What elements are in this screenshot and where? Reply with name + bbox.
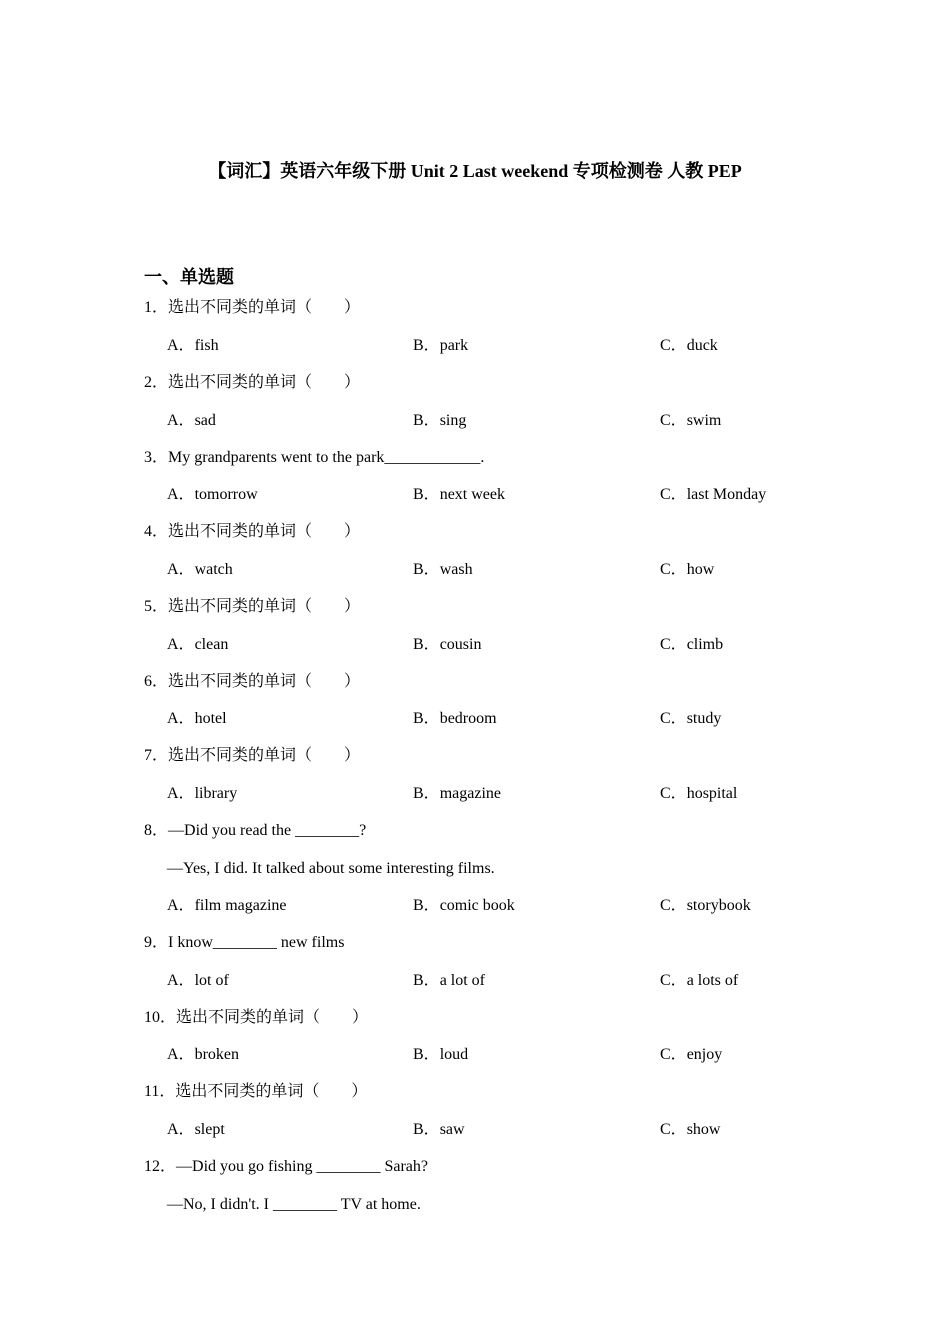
question-text: 选出不同类的单词（ ） xyxy=(168,747,361,764)
option-letter: A． xyxy=(167,972,195,989)
option-letter: C． xyxy=(660,1121,687,1138)
option-text: a lot of xyxy=(439,972,486,989)
option-text: magazine xyxy=(439,785,501,802)
option-letter: C． xyxy=(660,1046,687,1063)
option-letter: B． xyxy=(413,897,440,914)
option-letter: C． xyxy=(660,412,687,429)
option-c[interactable] xyxy=(660,334,718,358)
question-1 xyxy=(144,296,360,320)
question-text: 选出不同类的单词（ ） xyxy=(168,598,361,615)
option-letter: B． xyxy=(413,1121,440,1138)
option-b[interactable] xyxy=(413,894,515,918)
question-text: My grandparents went to the park____________. xyxy=(168,449,485,466)
option-text: saw xyxy=(439,1121,465,1138)
option-letter: C． xyxy=(660,785,687,802)
option-text: last Monday xyxy=(686,486,767,503)
option-text: show xyxy=(686,1121,721,1138)
option-text: next week xyxy=(439,486,505,503)
option-letter: C． xyxy=(660,636,687,653)
option-c[interactable] xyxy=(660,558,714,582)
option-c[interactable] xyxy=(660,894,751,918)
option-text: sad xyxy=(194,412,216,429)
document-title: 【词汇】英语六年级下册 Unit 2 Last weekend 专项检测卷 人教 PEP xyxy=(208,161,742,181)
option-letter: A． xyxy=(167,897,195,914)
option-c[interactable] xyxy=(660,1043,722,1067)
question-text: 选出不同类的单词（ ） xyxy=(176,1009,369,1026)
question-12 xyxy=(144,1155,428,1179)
question-number: 9． xyxy=(144,934,169,951)
option-text: loud xyxy=(439,1046,469,1063)
question-5 xyxy=(144,595,360,619)
option-c[interactable] xyxy=(660,409,721,433)
option-letter: C． xyxy=(660,710,687,727)
option-a[interactable] xyxy=(167,969,229,993)
option-text: film magazine xyxy=(194,897,287,914)
option-c[interactable] xyxy=(660,969,738,993)
option-letter: A． xyxy=(167,785,195,802)
option-b[interactable] xyxy=(413,969,485,993)
option-letter: B． xyxy=(413,412,440,429)
option-letter: A． xyxy=(167,337,195,354)
question-number: 7． xyxy=(144,747,169,764)
option-b[interactable] xyxy=(413,334,468,358)
option-text: comic book xyxy=(439,897,515,914)
question-4 xyxy=(144,520,360,544)
question-text: —Did you go fishing ________ Sarah? xyxy=(176,1158,428,1175)
option-text: swim xyxy=(686,412,722,429)
option-b[interactable] xyxy=(413,1043,468,1067)
option-text: study xyxy=(686,710,722,727)
option-c[interactable] xyxy=(660,633,723,657)
option-a[interactable] xyxy=(167,1118,225,1142)
question-text: I know________ new films xyxy=(168,934,345,951)
question-text: 选出不同类的单词（ ） xyxy=(175,1083,368,1100)
option-b[interactable] xyxy=(413,782,501,806)
question-8-reply: —Yes, I did. It talked about some interesting films. xyxy=(167,860,495,877)
question-text: 选出不同类的单词（ ） xyxy=(168,374,361,391)
option-letter: A． xyxy=(167,636,195,653)
question-number: 3． xyxy=(144,449,169,466)
option-letter: B． xyxy=(413,337,440,354)
question-11 xyxy=(144,1080,367,1104)
option-letter: A． xyxy=(167,710,195,727)
question-number: 2． xyxy=(144,374,169,391)
option-b[interactable] xyxy=(413,558,473,582)
option-letter: B． xyxy=(413,1046,440,1063)
option-text: wash xyxy=(439,561,473,578)
question-2 xyxy=(144,371,360,395)
option-letter: C． xyxy=(660,337,687,354)
option-letter: B． xyxy=(413,785,440,802)
option-a[interactable] xyxy=(167,409,216,433)
option-text: broken xyxy=(194,1046,239,1063)
question-12-reply: —No, I didn't. I ________ TV at home. xyxy=(167,1196,421,1213)
question-number: 12． xyxy=(144,1158,177,1175)
option-a[interactable] xyxy=(167,633,228,657)
option-text: storybook xyxy=(686,897,751,914)
question-number: 11． xyxy=(144,1083,176,1100)
option-text: climb xyxy=(686,636,724,653)
option-text: hospital xyxy=(686,785,738,802)
question-number: 5． xyxy=(144,598,169,615)
option-a[interactable] xyxy=(167,1043,239,1067)
option-c[interactable] xyxy=(660,707,721,731)
option-letter: C． xyxy=(660,897,687,914)
option-text: bedroom xyxy=(439,710,497,727)
option-text: hotel xyxy=(194,710,227,727)
option-b[interactable] xyxy=(413,707,497,731)
option-letter: C． xyxy=(660,561,687,578)
option-text: how xyxy=(686,561,715,578)
option-a[interactable] xyxy=(167,483,258,507)
option-letter: B． xyxy=(413,710,440,727)
option-text: sing xyxy=(439,412,467,429)
option-letter: A． xyxy=(167,1046,195,1063)
option-text: duck xyxy=(686,337,718,354)
question-number: 4． xyxy=(144,523,169,540)
option-b[interactable] xyxy=(413,409,466,433)
option-text: park xyxy=(439,337,469,354)
question-text: —Did you read the ________? xyxy=(168,822,367,839)
question-number: 6． xyxy=(144,673,169,690)
question-6 xyxy=(144,670,360,694)
option-text: cousin xyxy=(439,636,482,653)
option-a[interactable] xyxy=(167,707,227,731)
option-c[interactable] xyxy=(660,782,737,806)
option-c[interactable] xyxy=(660,483,766,507)
question-3 xyxy=(144,446,484,470)
option-a[interactable] xyxy=(167,894,287,918)
option-letter: B． xyxy=(413,636,440,653)
option-text: enjoy xyxy=(686,1046,723,1063)
option-a[interactable] xyxy=(167,782,237,806)
option-text: fish xyxy=(194,337,219,354)
option-c[interactable] xyxy=(660,1118,720,1142)
option-text: slept xyxy=(194,1121,225,1138)
section-heading: 一、单选题 xyxy=(144,267,234,287)
question-text: 选出不同类的单词（ ） xyxy=(168,523,361,540)
option-b[interactable] xyxy=(413,483,505,507)
option-text: tomorrow xyxy=(194,486,258,503)
question-10 xyxy=(144,1006,368,1030)
question-number: 10． xyxy=(144,1009,177,1026)
option-a[interactable] xyxy=(167,558,233,582)
option-text: a lots of xyxy=(686,972,739,989)
option-text: clean xyxy=(194,636,229,653)
option-letter: C． xyxy=(660,972,687,989)
question-text: 选出不同类的单词（ ） xyxy=(168,299,361,316)
option-text: lot of xyxy=(194,972,229,989)
question-7 xyxy=(144,744,360,768)
option-letter: C． xyxy=(660,486,687,503)
option-a[interactable] xyxy=(167,334,219,358)
question-8 xyxy=(144,819,366,843)
option-b[interactable] xyxy=(413,1118,465,1142)
option-letter: A． xyxy=(167,561,195,578)
question-text: 选出不同类的单词（ ） xyxy=(168,673,361,690)
question-number: 8． xyxy=(144,822,169,839)
question-9 xyxy=(144,931,344,955)
option-text: library xyxy=(194,785,238,802)
option-letter: A． xyxy=(167,1121,195,1138)
option-b[interactable] xyxy=(413,633,481,657)
option-text: watch xyxy=(194,561,233,578)
question-number: 1． xyxy=(144,299,169,316)
option-letter: A． xyxy=(167,486,195,503)
option-letter: A． xyxy=(167,412,195,429)
option-letter: B． xyxy=(413,561,440,578)
option-letter: B． xyxy=(413,486,440,503)
option-letter: B． xyxy=(413,972,440,989)
